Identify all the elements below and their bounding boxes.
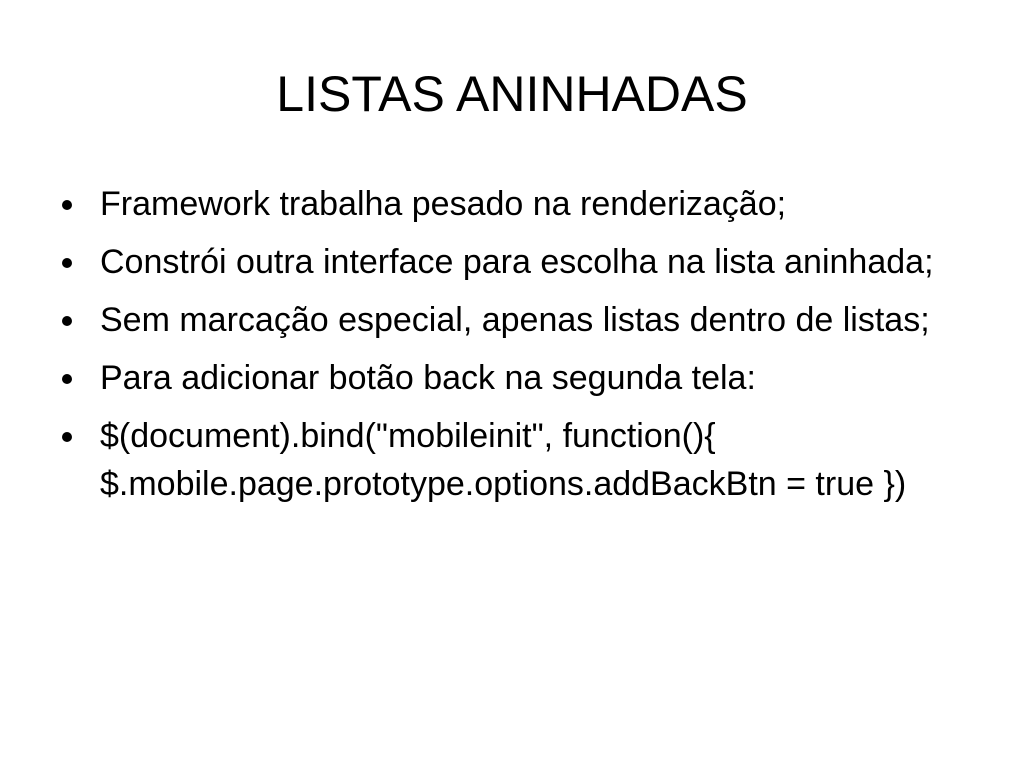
slide-title: LISTAS ANINHADAS: [276, 66, 748, 122]
bullet-dot-icon: [62, 200, 72, 210]
bullet-dot-icon: [62, 432, 72, 442]
bullet-text: Sem marcação especial, apenas listas dentro de listas;: [100, 301, 930, 339]
bullet-item: [58, 180, 958, 228]
bullet-item: [58, 296, 958, 344]
bullet-text: $(document).bind("mobileinit", function(){ $.mobile.page.prototype.options.addBackBtn = true }): [100, 417, 907, 503]
bullet-item: [58, 412, 958, 508]
bullet-item: [58, 354, 958, 402]
bullet-dot-icon: [62, 258, 72, 268]
bullet-text: Framework trabalha pesado na renderização;: [100, 185, 787, 223]
bullet-text: Para adicionar botão back na segunda tela:: [100, 359, 756, 397]
bullet-item: [58, 238, 958, 286]
bullet-list: [58, 180, 958, 518]
bullet-dot-icon: [62, 374, 72, 384]
bullet-dot-icon: [62, 316, 72, 326]
bullet-text: Constrói outra interface para escolha na lista aninhada;: [100, 243, 934, 281]
